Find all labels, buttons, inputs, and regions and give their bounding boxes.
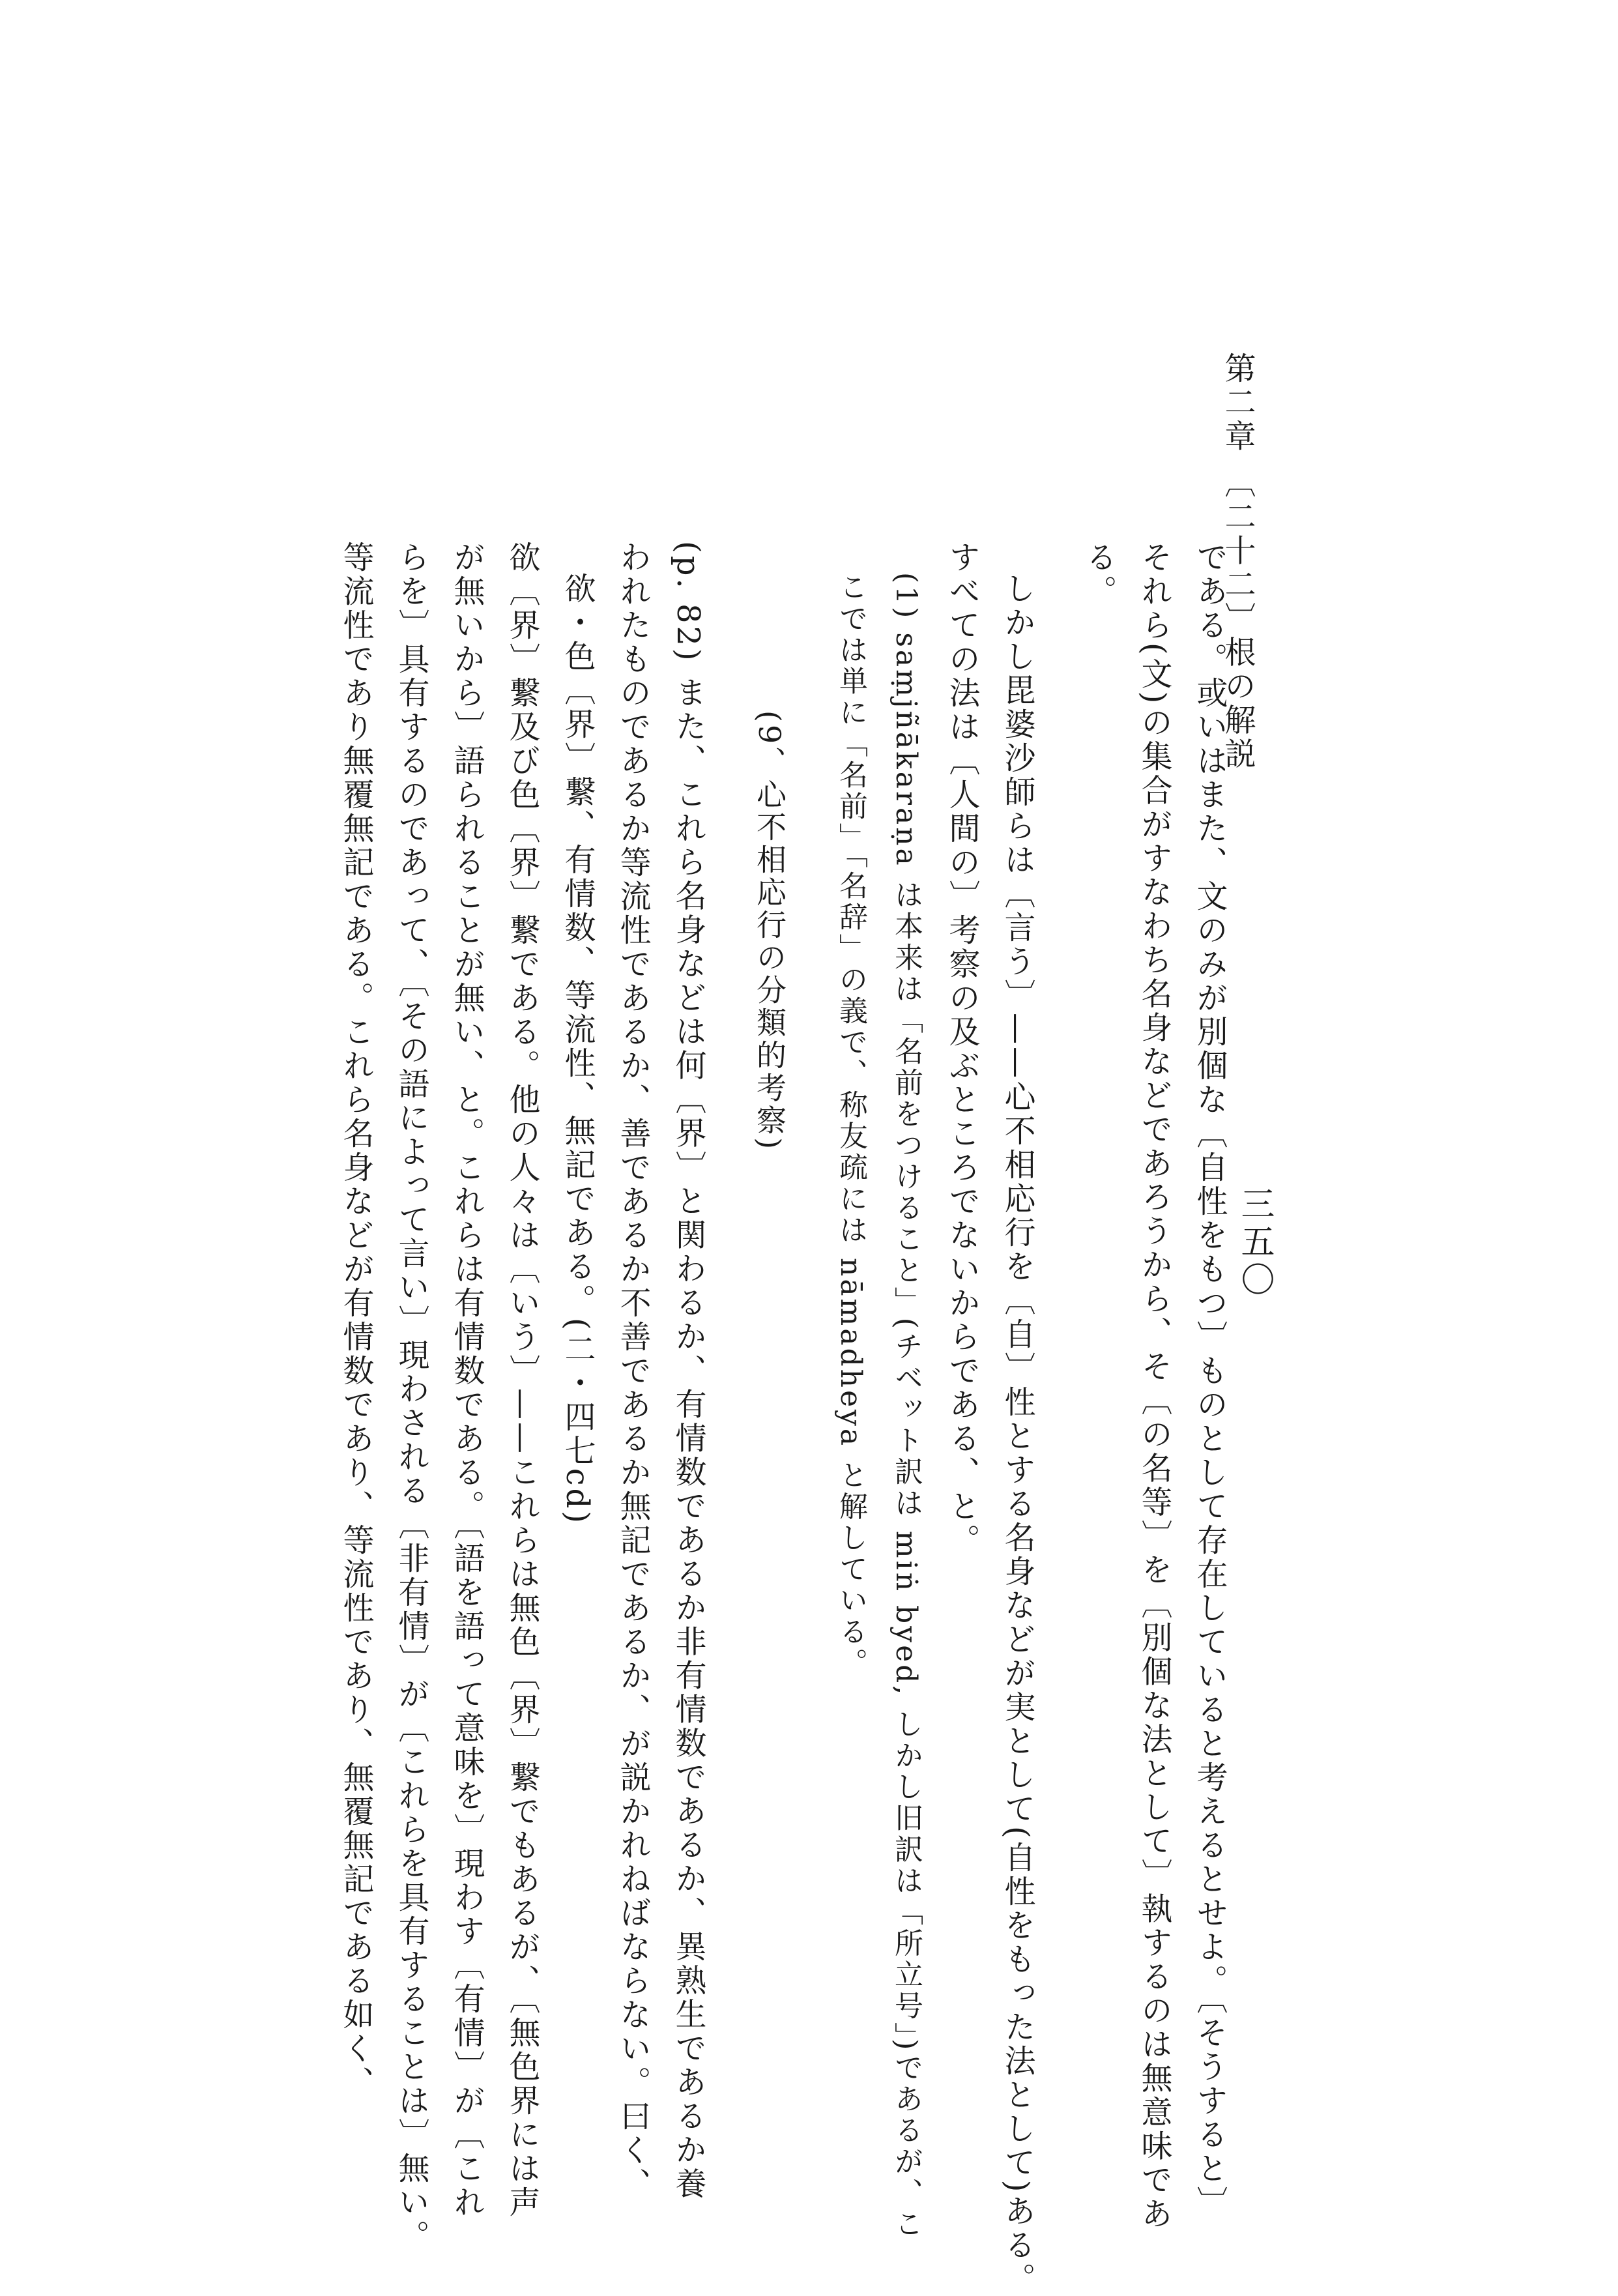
text-line: らを〕具有するのであって、〔その語によって言い〕現わされる〔非有情〕が〔これらを具有することは〕無い。 — [393, 541, 429, 2254]
text-line: である。或いはまた、文のみが別個な〔自性をもつ〕ものとして存在していると考えるとせよ。〔そうすると〕 — [1191, 541, 1228, 2220]
text-line: が無いから〕語られることが無い、と。これらは有情数である。〔語を語って意味を〕現わす〔有情〕が〔これ — [448, 541, 485, 2220]
text-line: すべての法は〔人間の〕考察の及ぶところでないからである、と。 — [944, 541, 980, 1558]
chapter-header: 第二章 〔二十二〕根の解説 — [1219, 352, 1256, 772]
text-line: 欲〔界〕繋及び色〔界〕繋である。他の人々は〔いう〕——これらは無色〔界〕繋でもあるが、〔無色界には声 — [504, 541, 540, 2220]
text-line: それら(文)の集合がすなわち名身などであろうから、そ〔の名等〕を〔別個な法として〕執するのは無意味であ — [1136, 541, 1172, 2231]
text-line: しかし毘婆沙師らは〔言う〕——心不相応行を〔自〕性とする名身などが実として(自性をもった法として)ある。 — [999, 572, 1035, 2296]
text-line: (p. 82) また、これら名身などは何〔界〕と関わるか、有情数であるか非有情数であるか、異熟生であるか養 — [670, 541, 706, 2202]
footnote-line: こでは単に「名前」「名辞」の義で、称友疏には nāmadheya と解している。 — [834, 572, 867, 1679]
text-line: われたものであるか等流性であるか、善であるか不善であるか無記であるか、が説かれねばならない。曰く、 — [614, 541, 651, 2202]
text-line: 等流性であり無覆無記である。これら名身などが有情数であり、等流性であり、無覆無記である如く、 — [338, 541, 374, 2100]
verse-line: 欲・色〔界〕繋、有情数、等流性、無記である。(二・四七cd) — [559, 572, 596, 1526]
main-text — [338, 541, 1237, 2296]
section-title: (9、心不相応行の分類的考察) — [752, 710, 787, 1152]
page-number: 三五〇 — [1235, 1186, 1274, 1300]
text-line: る。 — [1080, 541, 1117, 609]
footnote-line: (1) saṃjñākaraṇa は本来は「名前をつけること」(チベット訳は miṅ byed, しかし旧訳は「所立号」)であるが、こ — [889, 572, 923, 2241]
